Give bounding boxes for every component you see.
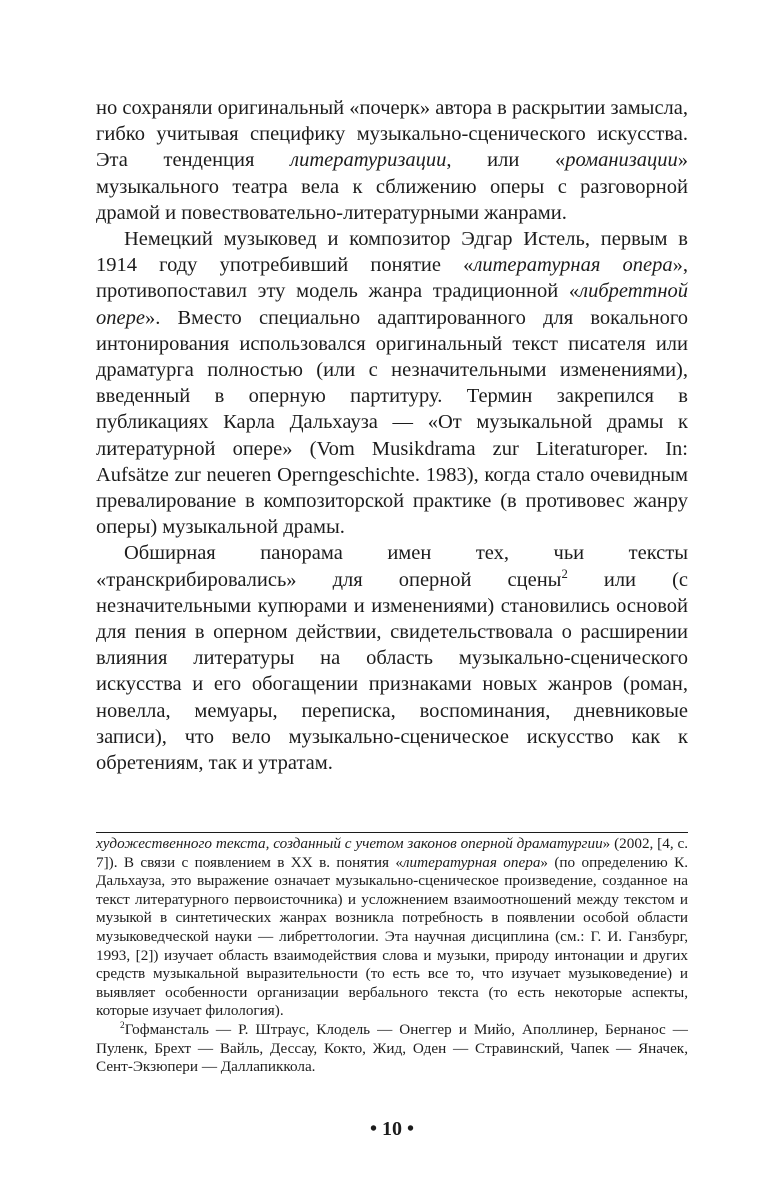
footnote-divider bbox=[96, 832, 688, 833]
italic-term: литературная опера bbox=[402, 853, 541, 871]
paragraph-2 bbox=[96, 226, 688, 540]
page-number: • 10 • bbox=[369, 1118, 414, 1140]
footnote-2 bbox=[96, 1021, 688, 1077]
paragraph-3 bbox=[96, 540, 688, 776]
italic-term: литературная опера bbox=[473, 254, 673, 277]
main-text bbox=[96, 95, 688, 776]
footnote-marker: 2 bbox=[120, 1020, 125, 1031]
text-run: , или « bbox=[446, 149, 566, 172]
text-run: или (с незначительными купюрами и изменениями) становились основой для пения в оперном действии, свидетельствовала о расширении влияния литературы на область музыкально-сценического искусства и его обогащении признаками новых жанров (роман, новелла, мемуары, переписка, воспоминания, дневниковые записи), что вело музыкально-сценическое искусство как к обретениям, так и утратам. bbox=[96, 568, 688, 775]
text-run: » (по определению К. Дальхауза, это выражение означает музыкально-сценическое произведение, созданное на текст литературного первоисточника) и усложнением взаимоотношений между текстом и музыкой в синтетических жанрах возникла потребность в появлении особой области музыковедческой науки — либреттологии. Эта научная дисциплина (см.: Г. И. Ганзбург, 1993, [2]) изучает область взаимодействия слова и музыки, природу интонации и других средств музыкальной выразительности (то есть все то, что изучает музыковедение) и выявляет особенности организации вербального текста (то есть некоторые аспекты, которые изучает филология). bbox=[96, 853, 689, 1020]
footnote-ref[interactable]: 2 bbox=[561, 566, 568, 581]
text-run: но сохраняли оригинальный «почерк» автора в раскрытии замысла, гибко учитывая специфику музыкально-сценического искусства. Эта тенденция bbox=[96, 97, 688, 172]
book-page bbox=[96, 0, 688, 1182]
text-run: », противопоставил эту модель жанра традиционной « bbox=[96, 254, 689, 303]
text-run: » (2002, [4, с. 7]). В связи с появлением в XX в. понятия « bbox=[96, 835, 688, 871]
footnote-1-continuation bbox=[96, 835, 688, 1021]
italic-term: либреттной опере bbox=[96, 280, 688, 329]
italic-term: художественного текста, созданный с учетом законов оперной драматургии bbox=[96, 835, 603, 852]
text-run: Гофмансталь — Р. Штраус, Клодель — Онеггер и Мийо, Аполлинер, Бернанос — Пуленк, Брехт — Вайль, Дессау, Кокто, Жид, Оден — Стравинский, Чапек — Яначек, Сент-Экзюпери — Даллапиккола. bbox=[96, 1020, 688, 1076]
footnotes bbox=[96, 835, 688, 1077]
italic-term: романизации bbox=[565, 149, 678, 172]
italic-term: литературизации bbox=[290, 149, 447, 172]
text-run: » музыкального театра вела к сближению оперы с разговорной драмой и повествовательно-литературными жанрами. bbox=[96, 149, 688, 224]
text-run: ». Вместо специально адаптированного для вокального интонирования использовался оригинальный текст писателя или драматурга полностью (или с незначительными изменениями), введенный в оперную партитуру. Термин закрепился в публикациях Карла Дальхауза — «От музыкальной драмы к литературной опере» (Vom Musikdrama zur Literaturoper. In: Aufsätze zur neueren Operngeschichte. 1983), когда стало очевидным превалирование в композиторской практике (в противовес жанру оперы) музыкальной драмы. bbox=[96, 306, 688, 539]
text-run: Немецкий музыковед и композитор Эдгар Истель, первым в 1914 году употребивший понятие « bbox=[96, 228, 688, 277]
text-run: Обширная панорама имен тех, чьи тексты «транскрибировались» для оперной сцены bbox=[96, 542, 688, 591]
paragraph-1 bbox=[96, 95, 688, 226]
